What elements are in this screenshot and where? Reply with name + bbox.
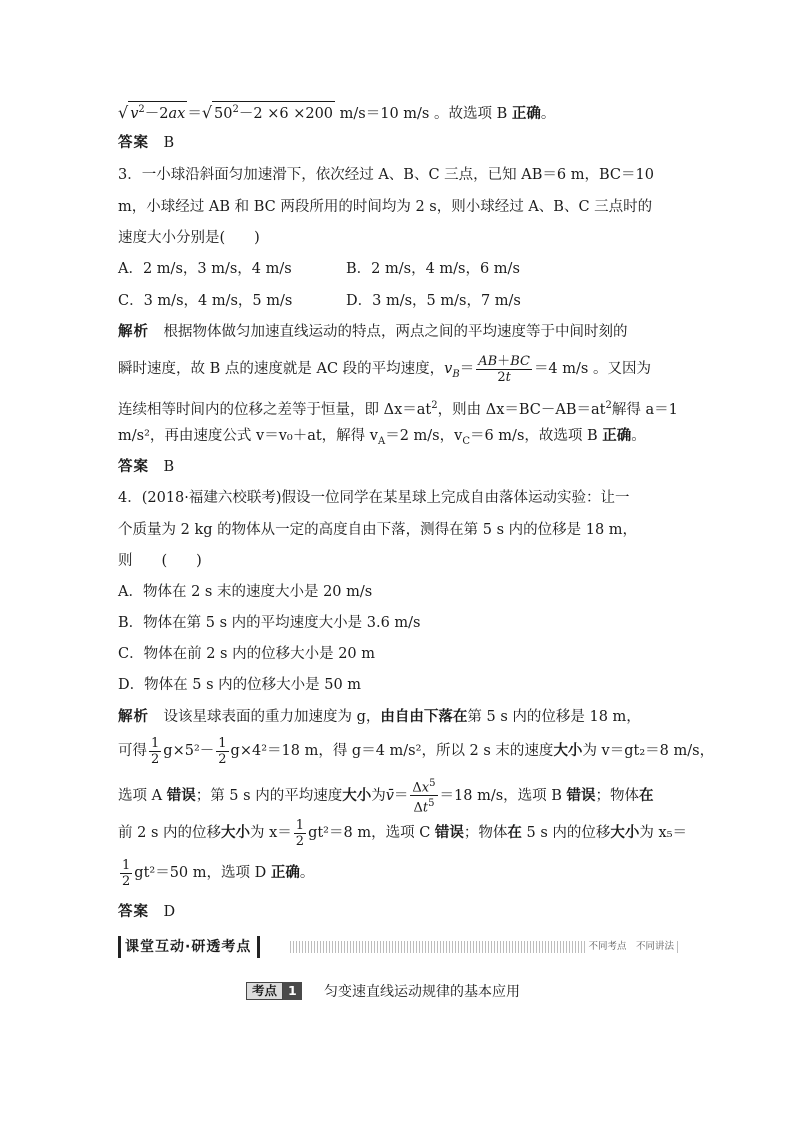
section-title: 课堂互动·研透考点 <box>118 936 260 958</box>
q4-stem-line-2: 个质量为 2 kg 的物体从一定的高度自由下落，测得在第 5 s 内的位移是 18 m， <box>118 522 638 538</box>
q3-analysis-line-4: m/s²，再由速度公式 v＝v₀＋at，解得 $v_A=2$ m/s，$v_C=6$ m/s，故选项 B 正确。 <box>118 428 646 447</box>
answer-3: 答案 B <box>118 459 175 475</box>
answer-4: 答案 D <box>118 904 176 920</box>
q3-analysis-line-3: 连续相等时间内的位移之差等于恒量，即 $\Delta x=at^2$，则由 $\Delta x=BC-AB=at^2$解得 a＝1 <box>118 400 678 418</box>
q4-stem-line-3: 则 ( ) <box>118 553 202 569</box>
q4-analysis-line-5: $\frac{1}{2}$ gt²＝50 m，选项 D 正确。 <box>122 857 315 889</box>
q4-analysis-line-2: 可得 $\frac{1}{2}$ g×5²－ $\frac{1}{2}$ g×4²＝18 m，得 g＝4 m/s²，所以 2 s 末的速度大小为 v＝gt₂＝8 m/s， <box>118 735 715 767</box>
q3-analysis-line-1: 解析 根据物体做匀加速直线运动的特点，两点之间的平均速度等于中间时刻的 <box>118 324 628 340</box>
q3-analysis-line-2: 瞬时速度，故 B 点的速度就是 AC 段的平均速度，$v_B=$ $\frac{AB+BC}{2t}$ ＝4 m/s 。又因为 <box>118 353 651 385</box>
fraction-one-half: $\frac{1}{2}$ <box>151 735 160 767</box>
q4-option-b: B．物体在第 5 s 内的平均速度大小是 3.6 m/s <box>118 615 421 631</box>
q4-analysis-line-3: 选项 A 错误；第 5 s 内的平均速度大小为v̄＝ $\frac{\Delta x^5}{\Delta t^5}$ ＝18 m/s，选项 B 错误；物体在 <box>118 778 654 816</box>
q3-option-b: B．2 m/s，4 m/s，6 m/s <box>346 261 520 277</box>
fraction-one-half: $\frac{1}{2}$ <box>295 817 305 849</box>
answer-2: 答案 B <box>118 135 175 151</box>
q3-stem-line-3: 速度大小分别是( ) <box>118 230 260 246</box>
q3-option-a: A．2 m/s，3 m/s，4 m/s <box>118 261 292 277</box>
section-header-bar <box>118 936 678 958</box>
kaodian-badge <box>246 982 302 1000</box>
q3-stem-line-2: m，小球经过 AB 和 BC 两段所用的时间均为 2 s，则小球经过 A、B、C 三点时的 <box>118 199 653 215</box>
kaodian-number: 1 <box>283 982 302 1000</box>
sqrt-expression-1: $v^2-2ax$ <box>128 101 187 122</box>
section-tag: 不同考点 不同讲法 <box>588 941 674 952</box>
q3-option-c: C．3 m/s，4 m/s，5 m/s <box>118 293 293 309</box>
q4-analysis-line-1: 解析 设该星球表面的重力加速度为 g，由自由下落在第 5 s 内的位移是 18 m， <box>118 709 641 725</box>
fraction-one-half: $\frac{1}{2}$ <box>218 735 227 767</box>
kaodian-label: 考点 <box>246 982 283 1000</box>
q3-stem-line-1: 3．一小球沿斜面匀加速滑下，依次经过 A、B、C 三点，已知 AB＝6 m，BC＝10 <box>118 167 654 183</box>
q3-option-d: D．3 m/s，5 m/s，7 m/s <box>346 293 521 309</box>
q4-option-c: C．物体在前 2 s 内的位移大小是 20 m <box>118 646 376 662</box>
kaodian-title: 匀变速直线运动规律的基本应用 <box>324 984 520 1000</box>
q4-analysis-line-4: 前 2 s 内的位移大小为 x＝ $\frac{1}{2}$ gt²＝8 m，选项 C 错误；物体在 5 s 内的位移大小为 x₅＝ <box>118 817 688 849</box>
q4-option-d: D．物体在 5 s 内的位移大小是 50 m <box>118 677 362 693</box>
solution-2-formula: √ $v^2-2ax$ ＝√ $50^2-2 \times 6 \times 200$ m/s＝10 m/s 。故选项 B 正确。 <box>118 102 556 122</box>
sqrt-expression-2: $50^2-2 \times 6 \times 200$ <box>212 101 335 122</box>
fraction-one-half: $\frac{1}{2}$ <box>122 857 131 889</box>
fraction-dx5-over-dt5: $\frac{\Delta x^5}{\Delta t^5}$ <box>412 778 436 816</box>
q4-stem-line-1: 4．(2018·福建六校联考)假设一位同学在某星球上完成自由落体运动实验：让一 <box>118 490 630 506</box>
fraction-ab-bc-over-2t: $\frac{AB+BC}{2t}$ <box>478 353 530 385</box>
q4-option-a: A．物体在 2 s 末的速度大小是 20 m/s <box>118 584 373 600</box>
